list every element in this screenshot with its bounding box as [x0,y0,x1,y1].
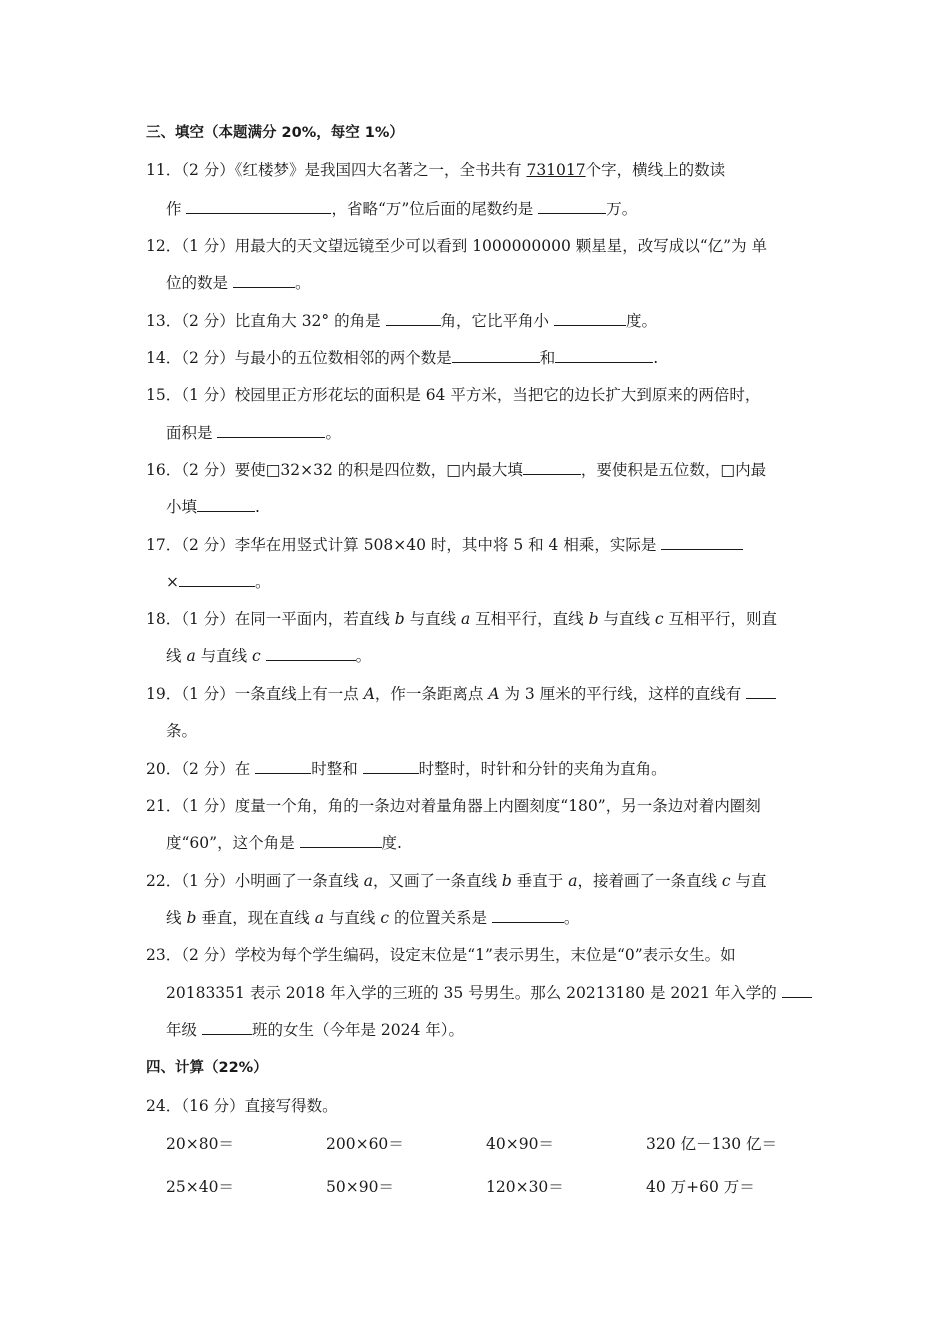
question-23-line-2: 20183351 表示 2018 年入学的三班的 35 号男生。那么 20213180 是 2021 年入学的 [166,982,812,1004]
question-21-line-2: 度“60”，这个角是 度. [166,834,402,852]
calc-item: 20×80＝ [166,1135,234,1153]
answer-blank[interactable] [661,534,743,550]
answer-blank[interactable] [538,198,606,214]
answer-blank[interactable] [554,310,626,326]
section-heading-calculation: 四、计算（22%） [146,1060,268,1076]
question-20: 20．（2 分）在 时整和 时整时，时针和分针的夹角为直角。 [146,760,667,778]
question-11-line-1: 11．（2 分）《红楼梦》是我国四大名著之一，全书共有 731017个字，横线上的数读 [146,161,726,179]
answer-blank[interactable] [555,347,653,363]
answer-blank[interactable] [255,758,311,774]
question-16-line-1: 16．（2 分）要使□32×32 的积是四位数，□内最大填 ，要使积是五位数，□内最 [146,461,767,479]
calc-item: 50×90＝ [326,1178,394,1196]
answer-blank[interactable] [186,198,331,214]
underlined-number: 731017 [526,161,586,179]
answer-blank[interactable] [523,459,581,475]
answer-blank[interactable] [202,1019,252,1035]
answer-blank[interactable] [386,310,441,326]
question-11-line-2: 作 ，省略“万”位后面的尾数约是 万。 [166,200,638,218]
answer-blank[interactable] [300,832,382,848]
question-23-line-3: 年级 班的女生（今年是 2024 年）。 [166,1021,464,1039]
question-17-line-1: 17．（2 分）李华在用竖式计算 508×40 时，其中将 5 和 4 相乘，实际是 [146,534,743,556]
section-heading-fill-in: 三、填空（本题满分 20%，每空 1%） [146,125,404,141]
answer-blank[interactable] [746,683,776,699]
question-18-line-1: 18．（1 分）在同一平面内，若直线 b 与直线 a 互相平行，直线 b 与直线 c 互相平行，则直 [146,610,778,628]
question-22-line-2: 线 b 垂直，现在直线 a 与直线 c 的位置关系是 。 [166,909,580,927]
answer-blank[interactable] [363,758,419,774]
question-12-line-2: 位的数是 。 [166,274,311,292]
question-23-line-1: 23．（2 分）学校为每个学生编码，设定末位是“1”表示男生，末位是“0”表示女生。如 [146,946,736,964]
question-17-line-2: × 。 [166,573,271,591]
calc-item: 200×60＝ [326,1135,404,1153]
answer-blank[interactable] [782,982,812,998]
calc-item: 25×40＝ [166,1178,234,1196]
answer-blank[interactable] [217,422,325,438]
answer-blank[interactable] [179,571,255,587]
question-14: 14．（2 分）与最小的五位数相邻的两个数是 和 . [146,349,659,367]
question-22-line-1: 22．（1 分）小明画了一条直线 a，又画了一条直线 b 垂直于 a，接着画了一条直线 c 与直 [146,872,767,890]
answer-blank[interactable] [233,272,295,288]
question-21-line-1: 21．（1 分）度量一个角，角的一条边对着量角器上内圈刻度“180”，另一条边对着内圈刻 [146,797,761,815]
question-15-line-1: 15．（1 分）校园里正方形花坛的面积是 64 平方米，当把它的边长扩大到原来的两倍时， [146,386,761,404]
answer-blank[interactable] [492,907,564,923]
calc-item: 40 万+60 万＝ [646,1178,755,1196]
question-12-line-1: 12．（1 分）用最大的天文望远镜至少可以看到 1000000000 颗星星，改写成以“亿”为 单 [146,237,768,255]
question-15-line-2: 面积是 。 [166,424,341,442]
question-13: 13．（2 分）比直角大 32° 的角是 角，它比平角小 度。 [146,312,657,330]
question-19-line-1: 19．（1 分）一条直线上有一点 A，作一条距离点 A 为 3 厘米的平行线，这样的直线有 [146,683,776,705]
question-24: 24．（16 分）直接写得数。 [146,1097,338,1115]
question-19-line-2: 条。 [166,722,198,740]
calc-item: 40×90＝ [486,1135,554,1153]
answer-blank[interactable] [197,496,255,512]
question-18-line-2: 线 a 与直线 c 。 [166,647,372,665]
answer-blank[interactable] [266,645,356,661]
answer-blank[interactable] [452,347,540,363]
question-16-line-2: 小填 . [166,498,260,516]
calc-item: 120×30＝ [486,1178,564,1196]
calc-item: 320 亿－130 亿＝ [646,1135,778,1153]
